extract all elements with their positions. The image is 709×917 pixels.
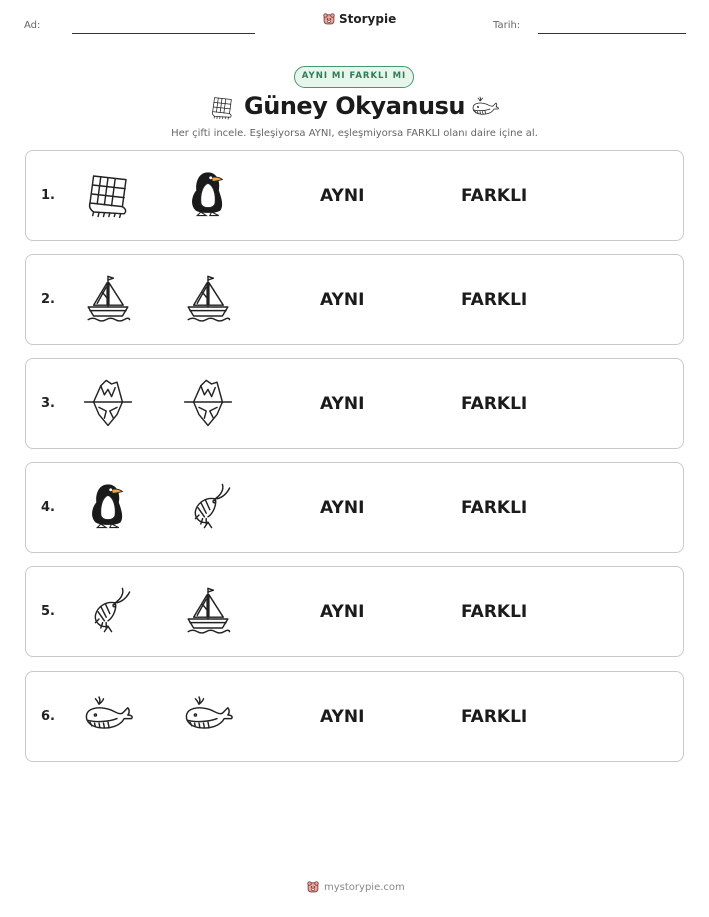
title-row <box>0 92 709 124</box>
whale-icon <box>81 688 135 742</box>
storypie-logo-icon <box>306 880 320 894</box>
option-ayni[interactable]: AYNI <box>320 498 365 518</box>
question-row <box>25 150 684 241</box>
question-row <box>25 566 684 657</box>
option-ayni[interactable]: AYNI <box>320 602 365 622</box>
page-title: Güney Okyanusu <box>244 92 465 120</box>
iceberg-icon <box>81 375 135 429</box>
penguin-icon <box>81 479 135 533</box>
option-farkli[interactable]: FARKLI <box>461 290 528 310</box>
option-farkli[interactable]: FARKLI <box>461 707 528 727</box>
question-number: 2. <box>41 292 55 307</box>
option-ayni[interactable]: AYNI <box>320 186 365 206</box>
option-ayni[interactable]: AYNI <box>320 394 365 414</box>
question-number: 5. <box>41 604 55 619</box>
question-row <box>25 462 684 553</box>
question-row <box>25 671 684 762</box>
sailboat-icon <box>81 271 135 325</box>
worksheet-type-badge: AYNI MI FARKLI MI <box>294 66 414 88</box>
brand-name: Storypie <box>339 12 397 26</box>
storypie-logo-icon <box>322 12 336 26</box>
instructions: Her çifti incele. Eşleşiyorsa AYNI, eşleşmiyorsa FARKLI olanı daire içine al. <box>171 128 538 139</box>
name-label: Ad: <box>24 20 41 31</box>
blanket-icon <box>81 167 135 221</box>
name-line[interactable] <box>72 33 255 34</box>
option-farkli[interactable]: FARKLI <box>461 186 528 206</box>
question-row <box>25 358 684 449</box>
shrimp-icon <box>81 583 135 637</box>
option-farkli[interactable]: FARKLI <box>461 602 528 622</box>
whale-icon <box>181 688 235 742</box>
option-farkli[interactable]: FARKLI <box>461 394 528 414</box>
date-label: Tarih: <box>493 20 521 31</box>
sailboat-icon <box>181 271 235 325</box>
question-number: 3. <box>41 396 55 411</box>
option-ayni[interactable]: AYNI <box>320 290 365 310</box>
penguin-icon <box>181 167 235 221</box>
question-number: 1. <box>41 188 55 203</box>
brand-logo <box>322 12 396 26</box>
question-number: 4. <box>41 500 55 515</box>
option-ayni[interactable]: AYNI <box>320 707 365 727</box>
footer-url: mystorypie.com <box>324 881 405 893</box>
question-number: 6. <box>41 709 55 724</box>
whale-icon <box>468 92 502 122</box>
iceberg-icon <box>181 375 235 429</box>
footer <box>306 880 405 894</box>
sailboat-icon <box>181 583 235 637</box>
date-line[interactable] <box>538 33 686 34</box>
shrimp-icon <box>181 479 235 533</box>
question-row <box>25 254 684 345</box>
option-farkli[interactable]: FARKLI <box>461 498 528 518</box>
